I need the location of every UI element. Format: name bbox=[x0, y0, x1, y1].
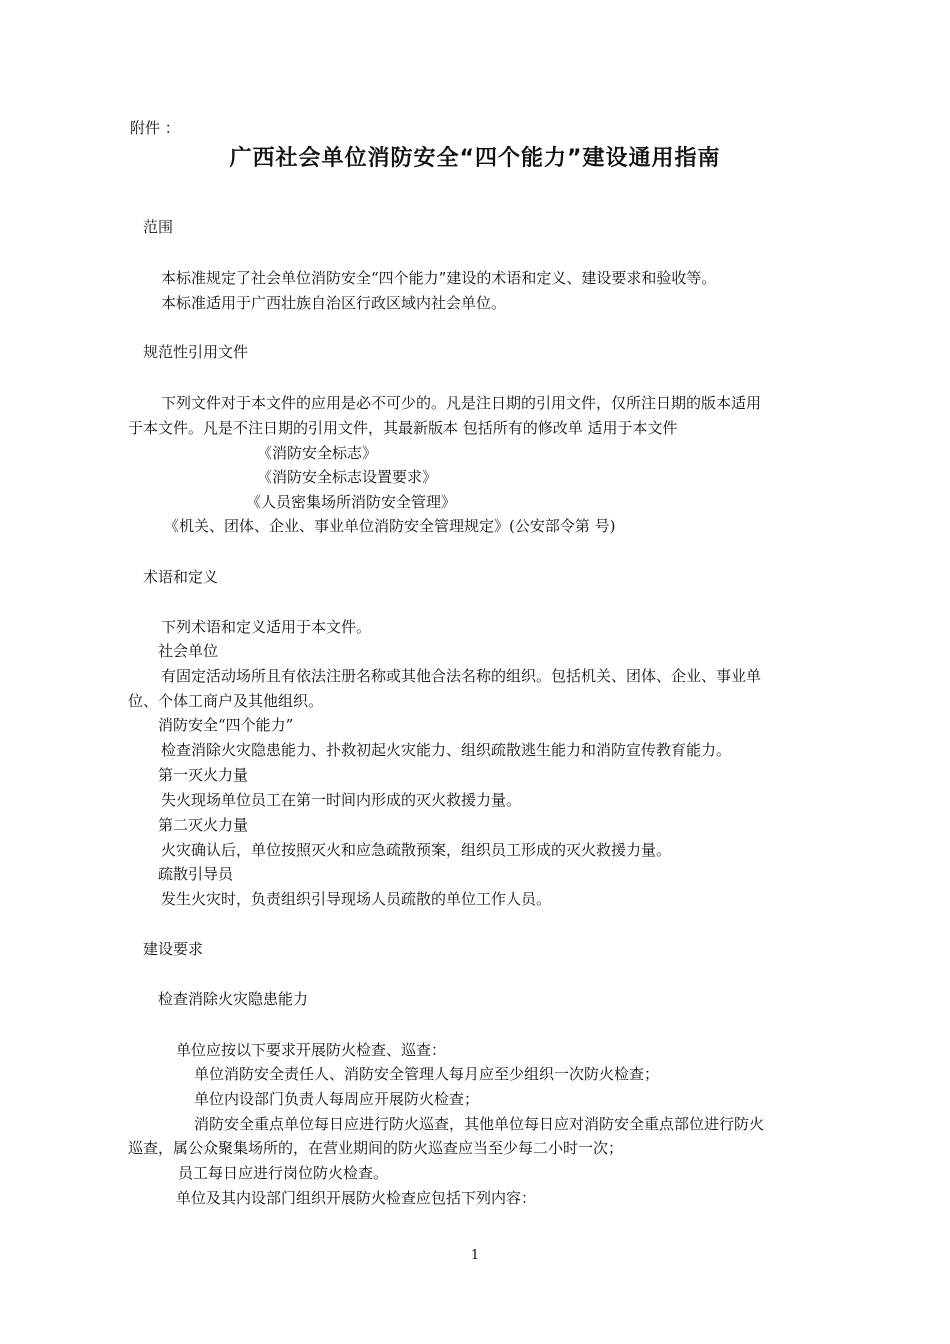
list-item: 单位内设部门负责人每周应开展防火检查； bbox=[194, 1090, 480, 1108]
reference-item: 《消防安全标志》 bbox=[257, 444, 378, 462]
term-definition: 失火现场单位员工在第一时间内形成的灭火救援力量。 bbox=[161, 791, 522, 809]
list-item: 员工每日应进行岗位防火检查。 bbox=[178, 1164, 389, 1182]
reference-item: 《消防安全标志设置要求》 bbox=[257, 468, 438, 486]
paragraph: 下列文件对于本文件的应用是必不可少的。凡是注日期的引用文件，仅所注日期的版本适用 bbox=[161, 394, 762, 412]
section-heading-terms: 术语和定义 bbox=[143, 568, 219, 586]
subsection-heading: 检查消除火灾隐患能力 bbox=[158, 990, 309, 1008]
term-definition: 位、个体工商户及其他组织。 bbox=[128, 692, 324, 710]
list-item: 消防安全重点单位每日应进行防火巡查，其他单位每日应对消防安全重点部位进行防火 bbox=[194, 1115, 765, 1133]
paragraph: 下列术语和定义适用于本文件。 bbox=[161, 618, 372, 636]
term-name: 社会单位 bbox=[158, 642, 219, 660]
paragraph: 本标准适用于广西壮族自治区行政区域内社会单位。 bbox=[161, 294, 507, 312]
section-heading-scope: 范围 bbox=[143, 218, 174, 236]
section-heading-references: 规范性引用文件 bbox=[143, 343, 249, 361]
list-intro: 单位及其内设部门组织开展防火检查应包括下列内容： bbox=[176, 1189, 537, 1207]
term-name: 疏散引导员 bbox=[158, 865, 234, 883]
reference-item: 《人员密集场所消防安全管理》 bbox=[246, 493, 457, 511]
term-name: 第一灭火力量 bbox=[158, 766, 249, 784]
list-item: 巡查，属公众聚集场所的，在营业期间的防火巡查应当至少每二小时一次； bbox=[128, 1139, 624, 1157]
page-number: 1 bbox=[470, 1248, 480, 1263]
list-item: 单位消防安全责任人、消防安全管理人每月应至少组织一次防火检查； bbox=[194, 1065, 660, 1083]
paragraph: 本标准规定了社会单位消防安全“四个能力”建设的术语和定义、建设要求和验收等。 bbox=[161, 269, 717, 287]
list-intro: 单位应按以下要求开展防火检查、巡查： bbox=[176, 1041, 447, 1059]
document-title: 广西社会单位消防安全“四个能力”建设通用指南 bbox=[229, 146, 721, 171]
term-name: 消防安全“四个能力” bbox=[158, 716, 294, 734]
term-definition: 检查消除火灾隐患能力、扑救初起火灾能力、组织疏散逃生能力和消防宣传教育能力。 bbox=[161, 741, 732, 759]
paragraph: 于本文件。凡是不注日期的引用文件，其最新版本 包括所有的修改单 适用于本文件 bbox=[128, 419, 678, 437]
term-definition: 有固定活动场所且有依法注册名称或其他合法名称的组织。包括机关、团体、企业、事业单 bbox=[161, 667, 762, 685]
term-definition: 火灾确认后，单位按照灭火和应急疏散预案，组织员工形成的灭火救援力量。 bbox=[161, 841, 672, 859]
attachment-label: 附件 ： bbox=[130, 119, 180, 137]
term-name: 第二灭火力量 bbox=[158, 816, 249, 834]
section-heading-requirements: 建设要求 bbox=[143, 940, 204, 958]
term-definition: 发生火灾时，负责组织引导现场人员疏散的单位工作人员。 bbox=[161, 890, 552, 908]
reference-item: 《机关、团体、企业、事业单位消防安全管理规定》(公安部令第 号) bbox=[164, 517, 616, 535]
